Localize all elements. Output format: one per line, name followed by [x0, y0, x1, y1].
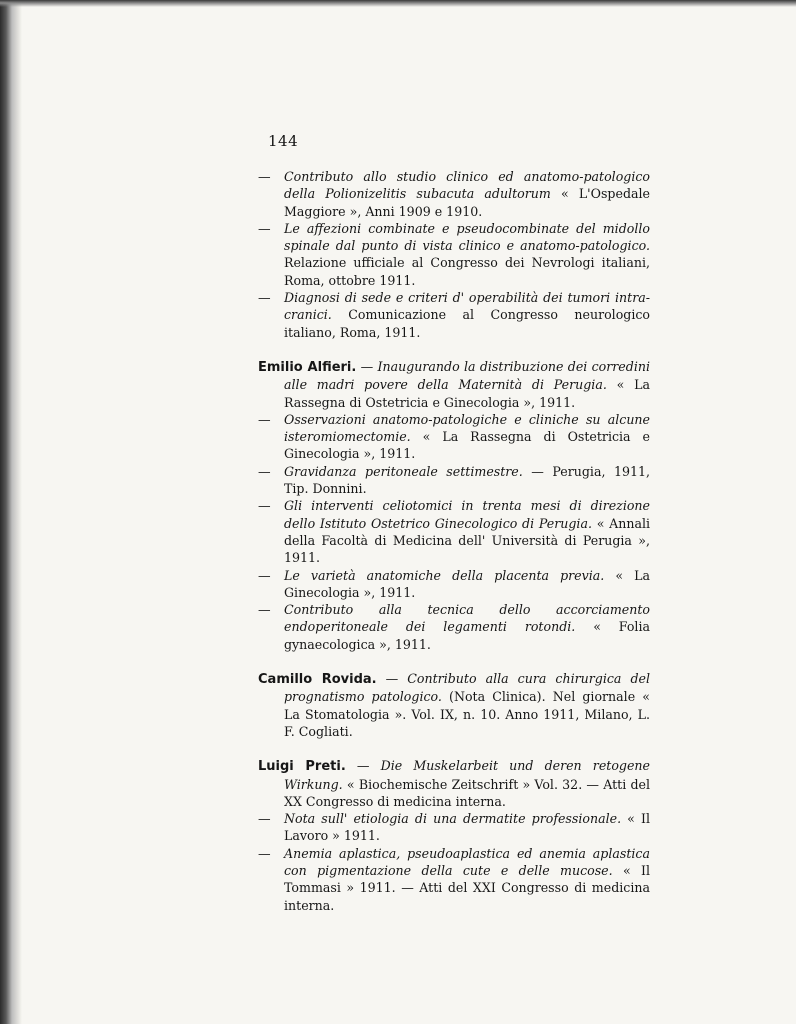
page-top-edge [0, 0, 796, 7]
list-item [258, 289, 650, 341]
entry-title: Anemia aplastica, pseudoaplastica ed anemia aplastica con pigmentazione della cute e delle mucose. [284, 845, 650, 878]
entry-source: Relazione ufficiale al Congresso dei Nevrologi italiani, Roma, ottobre 1911. [284, 255, 650, 288]
entry-source: Comunicazione al Congresso neurologico italiano, Roma, 1911. [284, 307, 650, 340]
list-item [258, 463, 650, 498]
entry-title: Contributo alla cura chirurgica del prognatismo patologico. [284, 671, 650, 705]
entry-title: Osservazioni anatomo-patologiche e cliniche su alcune isteromiomectomie. [284, 411, 650, 445]
page-number: 144 [268, 132, 299, 150]
author-name: Luigi Preti. [258, 759, 346, 775]
entry-title: Contributo allo studio clinico ed anatomo-patologico della Polionizelitis subacuta adultorum [284, 169, 650, 202]
author-group-alfieri [258, 358, 650, 653]
entry-dash: — [258, 220, 271, 236]
author-separator: — [356, 358, 378, 374]
entry-source: « La Ginecologia », 1911. [284, 567, 650, 600]
author-name: Emilio Alfieri. [258, 359, 357, 375]
author-group-preti [258, 757, 650, 914]
list-item [258, 845, 650, 914]
list-item [258, 220, 650, 289]
bibliography-body [258, 168, 650, 914]
author-entry [258, 358, 650, 411]
entry-title: Gli interventi celiotomici in trenta mesi di direzione dello Istituto Ostetrico Ginecologico di Perugia. [284, 498, 650, 531]
author-entry [258, 757, 650, 810]
author-separator: — [376, 671, 408, 687]
list-item [258, 810, 650, 845]
entry-dash: — [258, 567, 271, 583]
entry-dash: — [258, 811, 271, 827]
list-item [258, 411, 650, 463]
entry-title: Contributo alla tecnica dello accorciamento endoperitoneale dei legamenti rotondi. [284, 602, 650, 635]
entry-title: Le affezioni combinate e pseudocombinate del midollo spinale dal punto di vista clinico e anatomo-patologico. [284, 220, 650, 254]
entry-title: Die Muskelarbeit und deren retogene Wirkung. [284, 758, 650, 792]
entry-source: « Il Tommasi » 1911. — Atti del XXI Congresso di medicina interna. [284, 862, 650, 913]
entry-dash: — [258, 498, 271, 514]
list-item [258, 601, 650, 653]
entry-title: Le varietà anatomiche della placenta previa. [284, 567, 605, 583]
entry-source: « La Rassegna di Ostetricia e Ginecologia », 1911. [284, 377, 650, 410]
entry-dash: — [258, 169, 271, 184]
list-item [258, 567, 650, 602]
entry-title: Gravidanza peritoneale settimestre. [284, 463, 523, 479]
author-name: Camillo Rovida. [258, 672, 377, 688]
book-binding-edge [0, 0, 22, 1024]
entry-source: — Perugia, 1911, Tip. Donnini. [284, 463, 651, 497]
entry-source: « Biochemische Zeitschrift » Vol. 32. — Atti del XX Congresso di medicina interna. [284, 776, 650, 809]
author-entry [258, 670, 650, 740]
entry-dash: — [258, 290, 271, 306]
list-item [258, 497, 650, 566]
entry-source: « La Rassegna di Ostetricia e Ginecologia », 1911. [284, 429, 650, 462]
entry-dash: — [258, 845, 271, 861]
list-item [258, 168, 650, 220]
entry-dash: — [258, 602, 271, 618]
entry-title: Diagnosi di sede e criteri d' operabilità dei tumori intra-cranici. [284, 290, 650, 323]
entry-title: Inaugurando la distribuzione dei corredini alle madri povere della Maternità di Perugia. [284, 358, 650, 393]
continuation-group [258, 168, 650, 341]
entry-source: « Annali della Facoltà di Medicina dell' Università di Perugia », 1911. [284, 515, 651, 566]
entry-dash: — [258, 463, 271, 479]
entry-title: Nota sull' etiologia di una dermatite professionale. [284, 811, 622, 827]
entry-source: « L'Ospedale Maggiore », Anni 1909 e 1910. [284, 186, 650, 219]
entry-source: (Nota Clinica). Nel giornale « La Stomatologia ». Vol. IX, n. 10. Anno 1911, Milano, L. F. Cogliati. [284, 689, 651, 739]
entry-source: « Il Lavoro » 1911. [284, 811, 651, 844]
entry-dash: — [258, 411, 271, 427]
entry-source: « Folia gynaecologica », 1911. [284, 619, 650, 652]
author-group-rovida [258, 670, 650, 740]
author-separator: — [345, 758, 381, 774]
